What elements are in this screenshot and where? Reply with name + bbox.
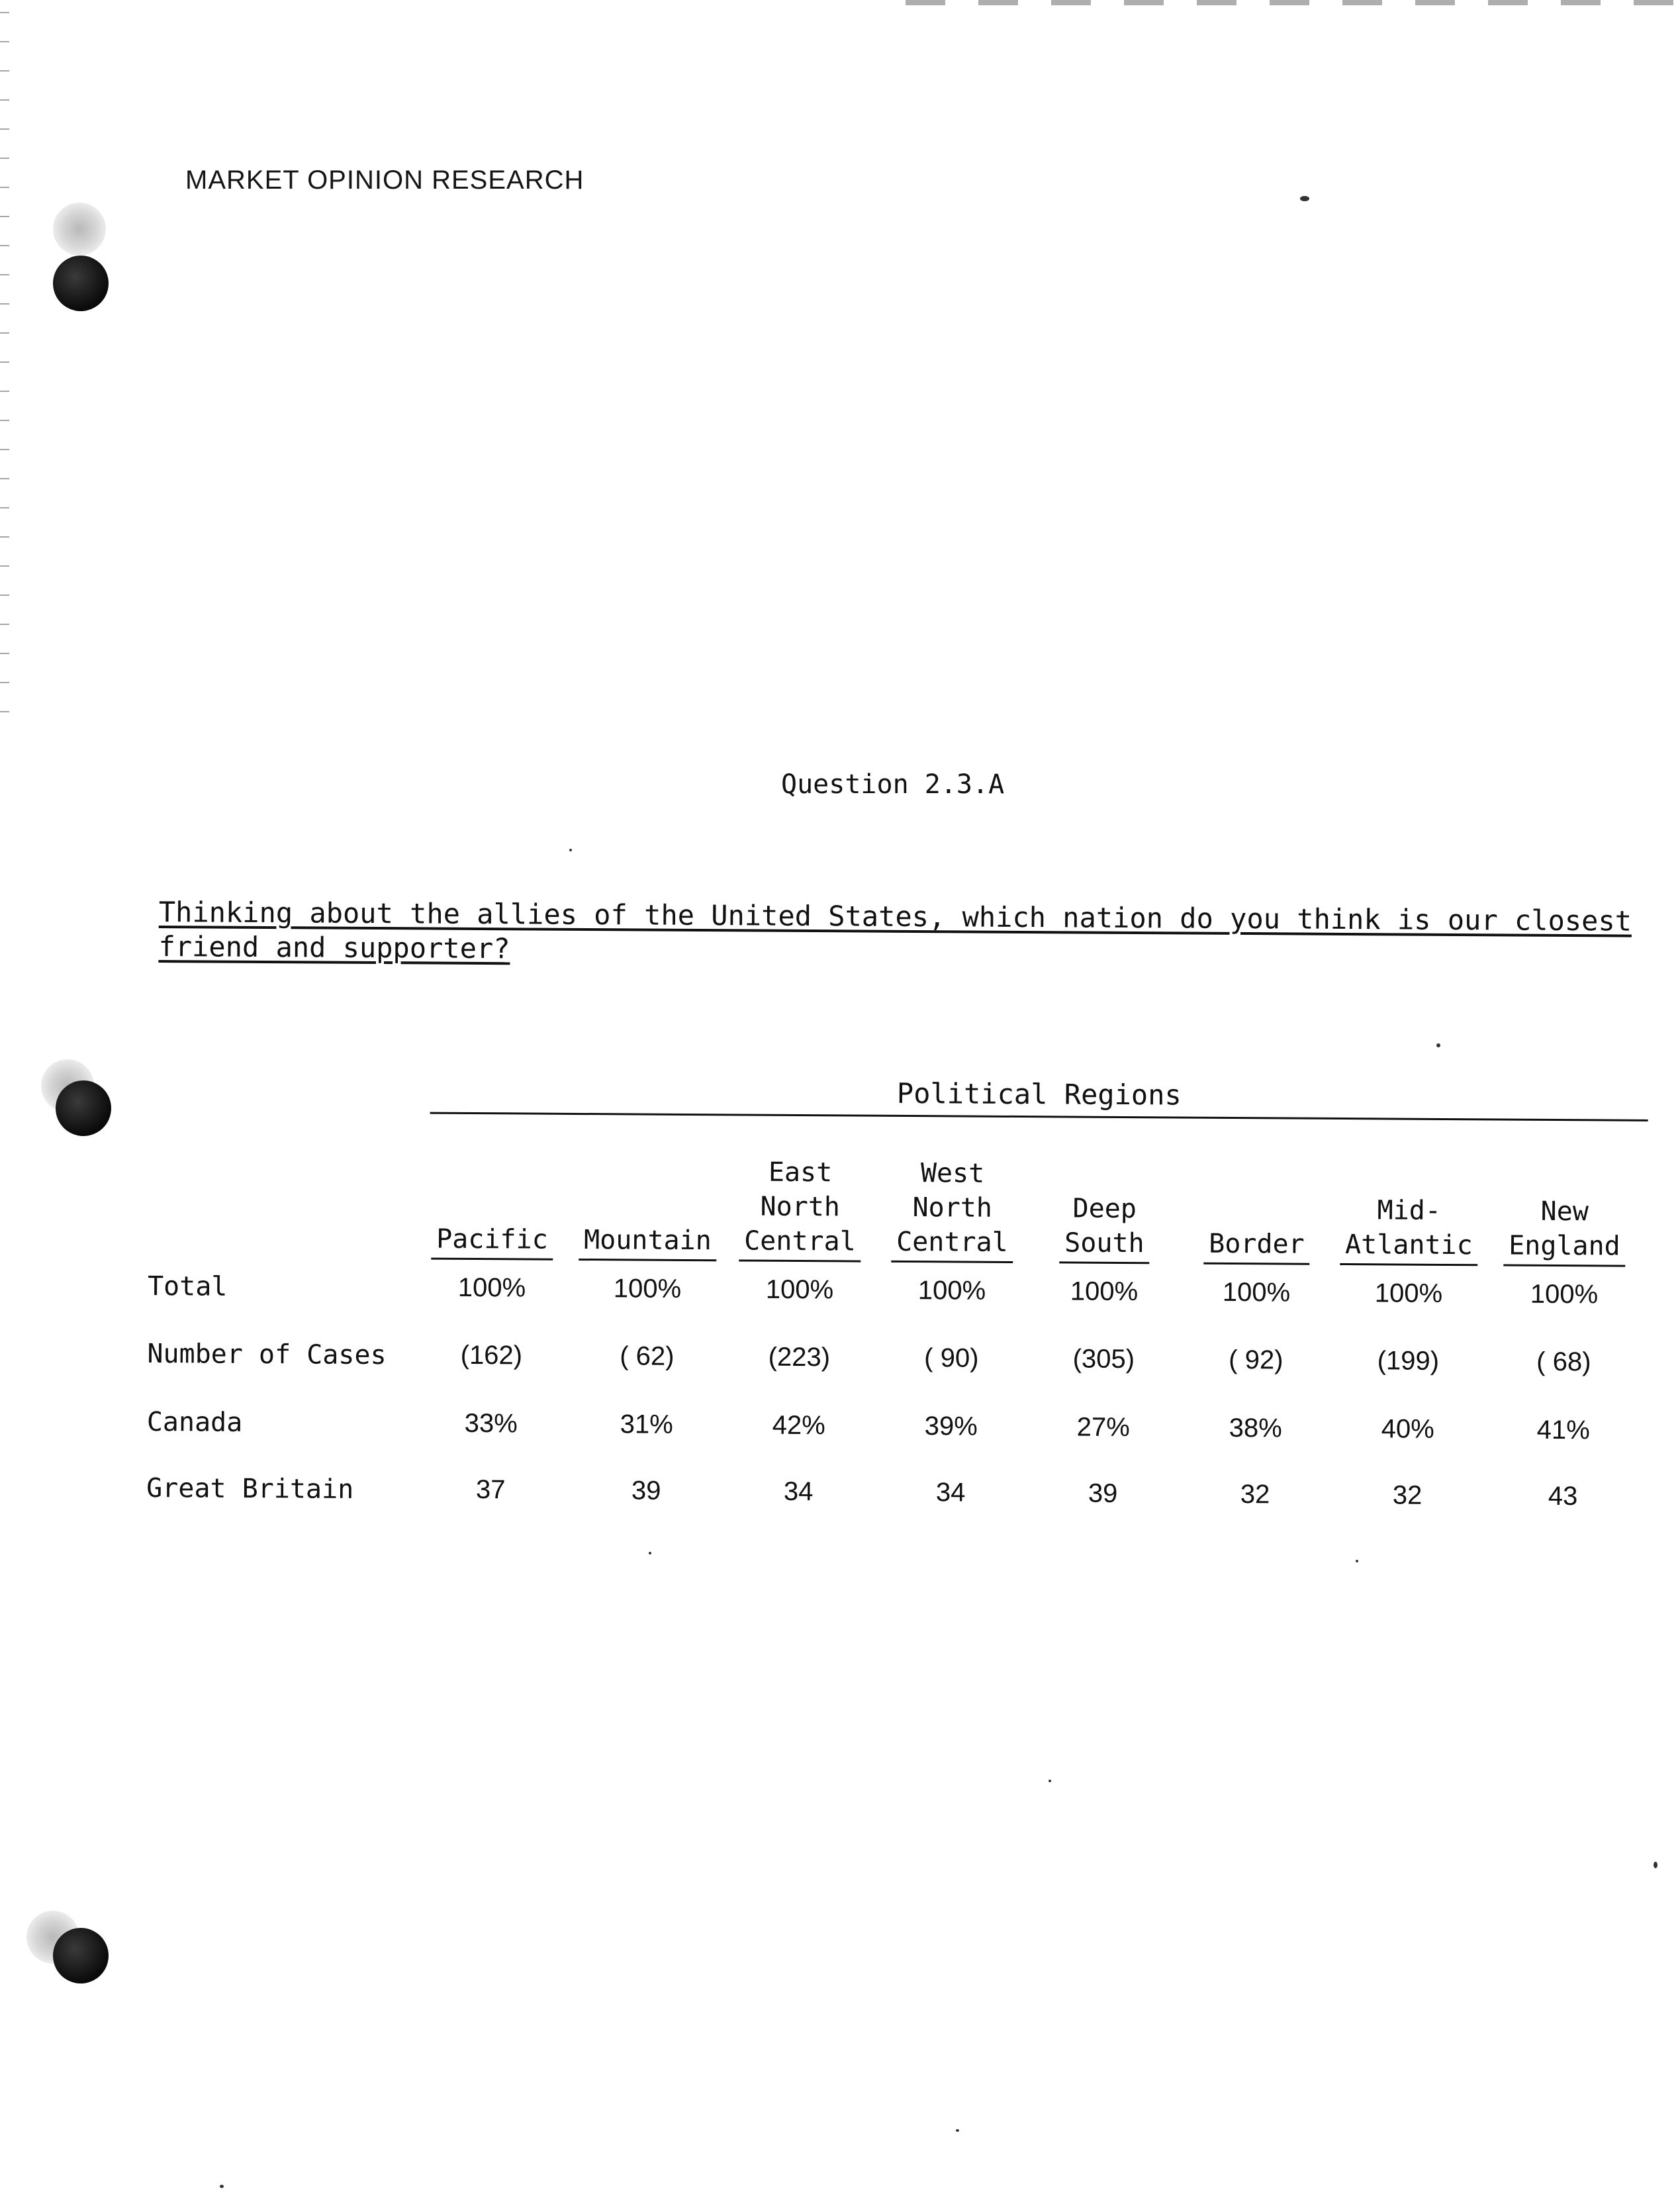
table-cell: 34 <box>935 1478 966 1507</box>
table-cell: 100% <box>1374 1278 1443 1308</box>
question-number: Question 2.3.A <box>781 769 1005 800</box>
company-header: MARKET OPINION RESEARCH <box>185 166 584 195</box>
row-label-total: Total <box>147 1270 228 1302</box>
table-cell: 100% <box>1530 1279 1599 1310</box>
table-cell: 100% <box>765 1274 834 1305</box>
row-label-canada: Canada <box>146 1406 243 1438</box>
column-header: Deep South <box>1028 1151 1181 1264</box>
punch-hole <box>56 1080 111 1136</box>
table-cell: 31% <box>620 1409 673 1439</box>
scan-speck <box>1300 196 1309 201</box>
table-cell: (199) <box>1377 1346 1440 1376</box>
scan-speck <box>569 849 572 851</box>
table-cell: 40% <box>1381 1414 1434 1444</box>
column-header: Pacific <box>416 1147 569 1260</box>
table-cell: (223) <box>768 1342 831 1372</box>
punch-hole-faint <box>53 203 106 256</box>
row-label-number-of-cases: Number of Cases <box>147 1338 387 1371</box>
column-header: Mid- Atlantic <box>1332 1153 1485 1266</box>
table-cell: ( 68) <box>1536 1347 1591 1377</box>
table-cell: 41% <box>1536 1415 1590 1445</box>
scan-speck <box>220 2185 224 2188</box>
scan-speck <box>649 1552 651 1554</box>
table-cell: 100% <box>1222 1277 1291 1308</box>
row-label-great-britain: Great Britain <box>146 1472 354 1505</box>
scan-speck <box>1049 1780 1051 1782</box>
table-cell: ( 62) <box>620 1341 675 1371</box>
column-header: New England <box>1488 1153 1641 1266</box>
table-cell: 34 <box>783 1476 814 1507</box>
table-cell: ( 90) <box>924 1343 979 1373</box>
scan-speck <box>956 2129 959 2132</box>
table-cell: 32 <box>1240 1480 1270 1509</box>
table-cell: 37 <box>475 1475 506 1505</box>
crosstab-table <box>146 1073 1652 1511</box>
question-text: Thinking about the allies of the United States, which nation do you think is our closest friend and supporter? <box>158 896 1632 965</box>
scan-speck <box>1436 1043 1440 1047</box>
table-cell: 43 <box>1548 1481 1578 1511</box>
column-header: West North Central <box>876 1150 1029 1263</box>
table-cell: 27% <box>1076 1412 1130 1443</box>
table-cell: 38% <box>1229 1413 1282 1443</box>
table-cell: 100% <box>917 1276 986 1306</box>
table-cell: ( 92) <box>1229 1345 1283 1375</box>
punch-hole <box>53 1928 109 1983</box>
table-cell: (162) <box>460 1340 523 1370</box>
table-cell: 32 <box>1392 1480 1423 1510</box>
scan-noise-top <box>886 0 1680 5</box>
punch-hole <box>53 256 109 311</box>
scan-speck <box>1654 1862 1657 1868</box>
scan-noise-edge <box>0 0 9 728</box>
table-cell: 39 <box>1088 1478 1118 1508</box>
column-header: East North Central <box>723 1149 876 1262</box>
table-cell: 42% <box>772 1410 825 1441</box>
table-cell: 100% <box>457 1272 526 1303</box>
column-group-title: Political Regions <box>430 1074 1648 1122</box>
table-cell: 33% <box>464 1408 518 1439</box>
table-cell: (305) <box>1072 1344 1135 1374</box>
table-cell: 100% <box>613 1274 682 1304</box>
column-header: Mountain <box>571 1148 724 1261</box>
table-cell: 100% <box>1070 1276 1139 1307</box>
column-header: Border <box>1180 1152 1333 1265</box>
table-cell: 39 <box>631 1476 661 1505</box>
scan-speck <box>1356 1560 1358 1562</box>
table-cell: 39% <box>924 1411 978 1441</box>
